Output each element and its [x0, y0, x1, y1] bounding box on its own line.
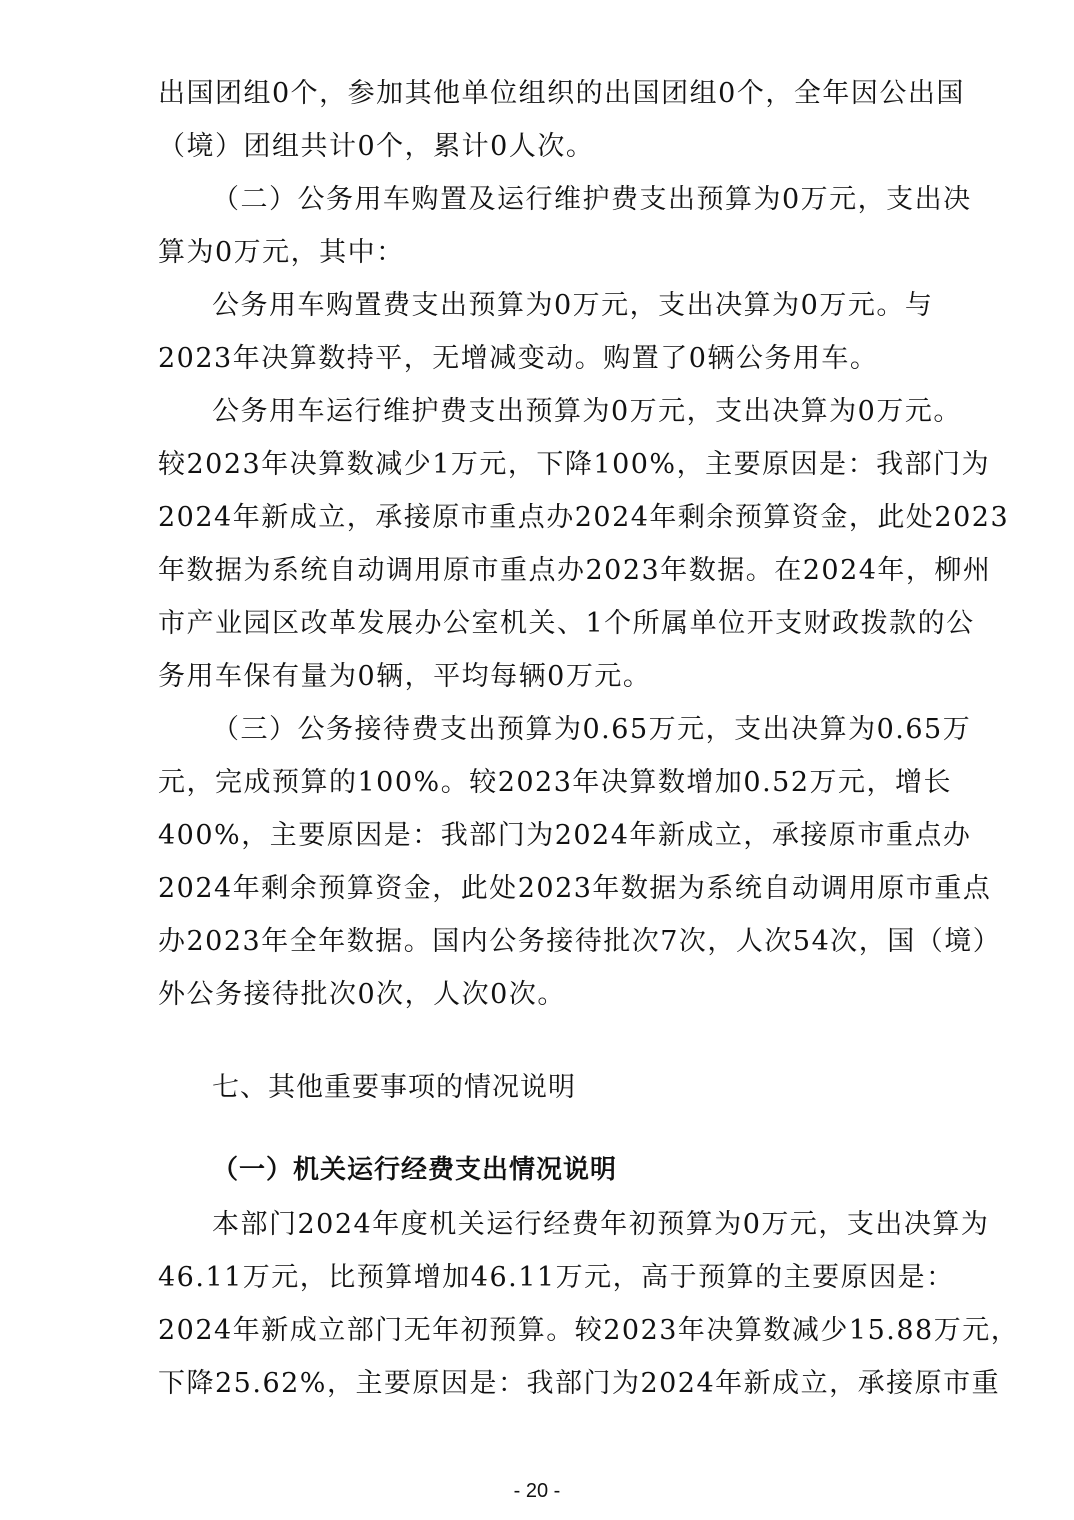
- paragraph-reception-costs: （三）公务接待费支出预算为0.65万元，支出决算为0.65万: [212, 714, 972, 745]
- body-line: 2023年决算数持平，无增减变动。购置了0辆公务用车。: [158, 343, 879, 374]
- paragraph-vehicle-maintenance: 公务用车运行维护费支出预算为0万元，支出决算为0万元。: [212, 396, 962, 427]
- body-line: 办2023年全年数据。国内公务接待批次7次，人次54次，国（境）: [158, 926, 1002, 957]
- body-line: 400%，主要原因是：我部门为2024年新成立，承接原市重点办: [158, 820, 972, 851]
- page-number: - 20 -: [513, 1480, 561, 1502]
- body-line: 2024年新成立，承接原市重点办2024年剩余预算资金，此处2023: [158, 502, 1010, 533]
- body-line: 年数据为系统自动调用原市重点办2023年数据。在2024年，柳州: [158, 555, 992, 586]
- body-line: 2024年剩余预算资金，此处2023年数据为系统自动调用原市重点: [158, 873, 992, 904]
- body-line: 46.11万元，比预算增加46.11万元，高于预算的主要原因是：: [158, 1262, 955, 1293]
- body-line: 算为0万元，其中：: [158, 237, 405, 268]
- body-line: 2024年新成立部门无年初预算。较2023年决算数减少15.88万元，: [158, 1315, 1020, 1346]
- body-line: 出国团组0个，参加其他单位组织的出国团组0个，全年因公出国: [158, 78, 965, 109]
- body-line: 市产业园区改革发展办公室机关、1个所属单位开支财政拨款的公: [158, 608, 975, 639]
- body-line: 外公务接待批次0次，人次0次。: [158, 979, 566, 1010]
- body-line: （境）团组共计0个，累计0人次。: [158, 131, 595, 162]
- paragraph-operating-costs: 本部门2024年度机关运行经费年初预算为0万元，支出决算为: [212, 1209, 990, 1240]
- section-heading: 七、其他重要事项的情况说明: [212, 1072, 576, 1103]
- paragraph-vehicle-purchase: 公务用车购置费支出预算为0万元，支出决算为0万元。与: [212, 290, 934, 321]
- body-line: 下降25.62%，主要原因是：我部门为2024年新成立，承接原市重: [158, 1368, 1001, 1399]
- paragraph-vehicle-costs: （二）公务用车购置及运行维护费支出预算为0万元，支出决: [212, 184, 972, 215]
- body-line: 元，完成预算的100%。较2023年决算数增加0.52万元，增长: [158, 767, 953, 798]
- body-line: 较2023年决算数减少1万元，下降100%，主要原因是：我部门为: [158, 449, 991, 480]
- subsection-heading: （一）机关运行经费支出情况说明: [212, 1155, 618, 1185]
- body-line: 务用车保有量为0辆，平均每辆0万元。: [158, 661, 652, 692]
